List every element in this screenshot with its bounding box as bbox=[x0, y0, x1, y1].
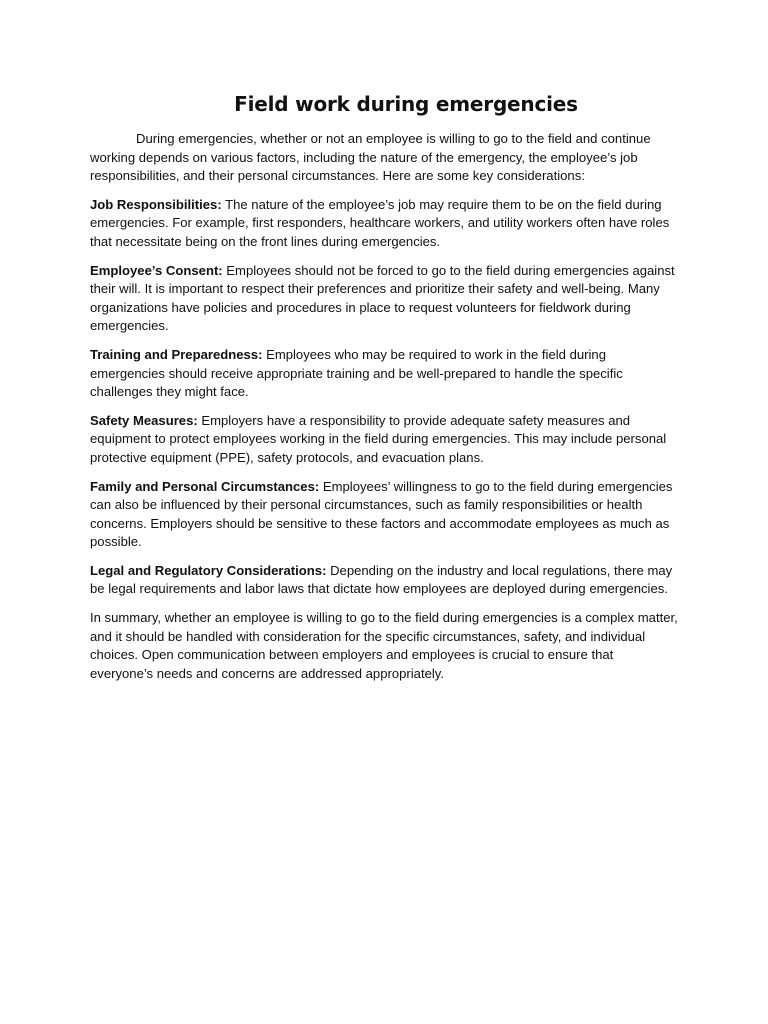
section-text: Employees who may be required to work in the field during emergencies should receive appropriate training and be well-prepared to handle the specific challenges they might face. bbox=[90, 346, 623, 400]
section-job-responsibilities bbox=[90, 196, 680, 252]
document-title: Field work during emergencies bbox=[234, 92, 578, 116]
section-family-personal bbox=[90, 478, 680, 552]
section-text: Employees should not be forced to go to the field during emergencies against their will. It is important to respect their preferences and prioritize their safety and well-being. Many organizations have policies and procedures in place to request volunteers for fieldwork during emergencies. bbox=[90, 262, 675, 334]
section-text: Employees’ willingness to go to the field during emergencies can also be influenced by their personal circumstances, such as family responsibilities or health concerns. Employers should be sensitive to these factors and accommodate employees as much as possible. bbox=[90, 478, 673, 550]
section-text: Employers have a responsibility to provide adequate safety measures and equipment to protect employees working in the field during emergencies. This may include personal protective equipment (PPE), safety protocols, and evacuation plans. bbox=[90, 412, 667, 465]
section-heading: Legal and Regulatory Considerations: bbox=[90, 562, 327, 578]
section-legal-regulatory bbox=[90, 562, 680, 599]
summary-paragraph: In summary, whether an employee is willing to go to the field during emergencies is a complex matter, and it should be handled with consideration for the specific circumstances, safety, and individual choices. Open communication between employers and employees is crucial to ensure that everyone’s needs and concerns are addressed appropriately. bbox=[90, 610, 678, 681]
section-heading: Family and Personal Circumstances: bbox=[90, 478, 320, 494]
section-text: Depending on the industry and local regulations, there may be legal requirements and labor laws that dictate how employees are deployed during emergencies. bbox=[90, 562, 673, 597]
section-training-preparedness bbox=[90, 346, 680, 402]
section-heading: Training and Preparedness: bbox=[90, 346, 263, 362]
section-heading: Job Responsibilities: bbox=[90, 196, 222, 212]
section-safety-measures bbox=[90, 412, 680, 468]
section-heading: Employee’s Consent: bbox=[90, 262, 223, 278]
intro-paragraph: During emergencies, whether or not an employee is willing to go to the field and continue working depends on various factors, including the nature of the emergency, the employee’s job responsibilities, and their personal circumstances. Here are some key considerations: bbox=[90, 131, 651, 184]
document-page bbox=[90, 92, 680, 693]
section-text: The nature of the employee’s job may require them to be on the field during emergencies. For example, first responders, healthcare workers, and utility workers often have roles that necessitate being on the front lines during emergencies. bbox=[90, 196, 670, 249]
section-employee-consent bbox=[90, 262, 680, 336]
section-heading: Safety Measures: bbox=[90, 412, 198, 428]
